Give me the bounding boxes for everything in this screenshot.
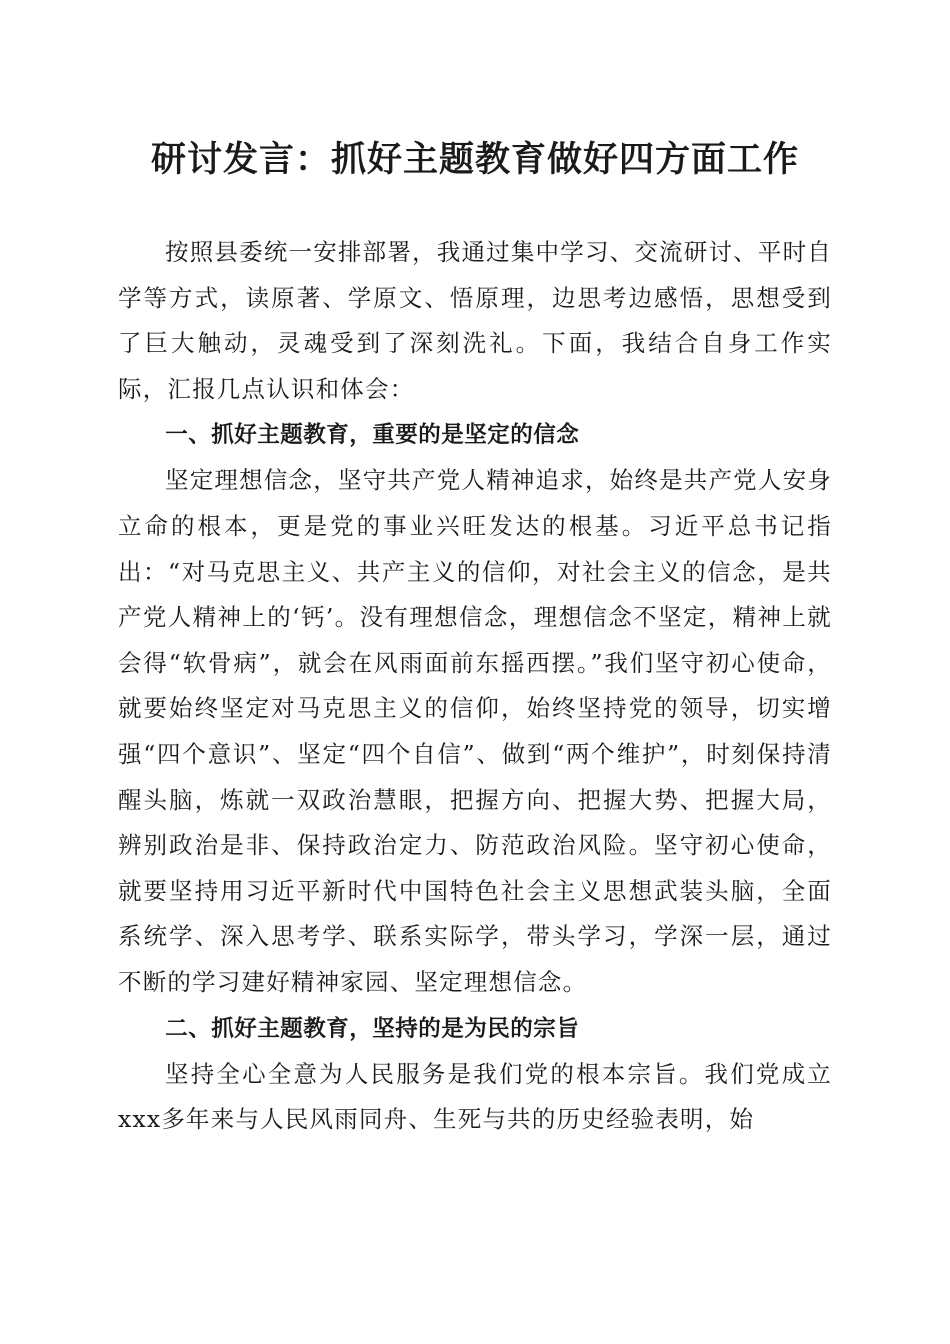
section-heading-1: 一、抓好主题教育，重要的是坚定的信念 bbox=[165, 422, 580, 449]
section-body-1: 坚定理想信念，坚守共产党人精神追求，始终是共产党人安身立命的根本，更是党的事业兴旺发达的根基。习近平总书记指出：“对马克思主义、共产主义的信仰，对社会主义的信念，是共产党人精神上的‘钙’。没有理想信念，理想信念不坚定，精神上就会得“软骨病”，就会在风雨面前东摇西摆。”我们坚守初心使命，就要始终坚定对马克思主义的信仰，始终坚持党的领导，切实增强“四个意识”、坚定“四个自信”、做到“两个维护”，时刻保持清醒头脑，炼就一双政治慧眼，把握方向、把握大势、把握大局，辨别政治是非、保持政治定力、防范政治风险。坚守初心使命，就要坚持用习近平新时代中国特色社会主义思想武装头脑，全面系统学、深入思考学、联系实际学，带头学习，学深一层，通过不断的学习建好精神家园、坚定理想信念。 bbox=[118, 466, 832, 996]
document-title: 研讨发言：抓好主题教育做好四方面工作 bbox=[150, 139, 799, 180]
document-body bbox=[118, 230, 832, 1143]
section-body-2: 坚持全心全意为人民服务是我们党的根本宗旨。我们党成立xxx多年来与人民风雨同舟、生死与共的历史经验表明，始 bbox=[118, 1059, 832, 1134]
section-heading-2: 二、抓好主题教育，坚持的是为民的宗旨 bbox=[165, 1015, 580, 1042]
intro-paragraph: 按照县委统一安排部署，我通过集中学习、交流研讨、平时自学等方式，读原著、学原文、悟原理，边思考边感悟，思想受到了巨大触动，灵魂受到了深刻洗礼。下面，我结合自身工作实际，汇报几点认识和体会： bbox=[118, 238, 832, 403]
